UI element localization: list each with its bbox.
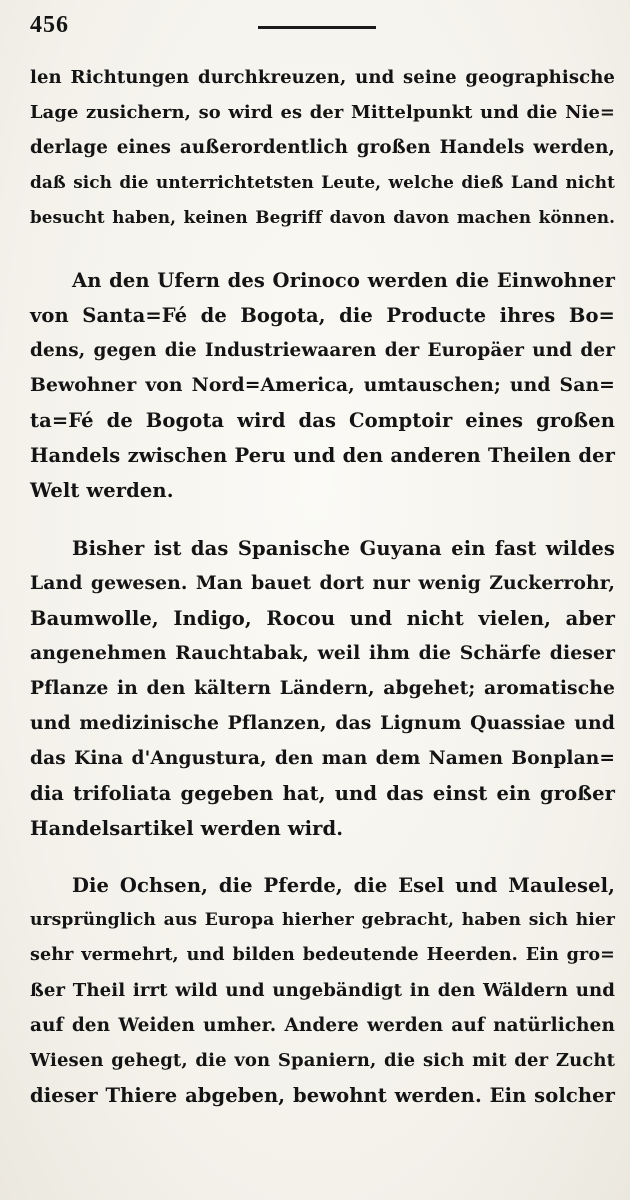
text-line: Baumwolle, Indigo, Rocou und nicht vielen, aber bbox=[30, 607, 615, 630]
text-line: Lage zusichern, so wird es der Mittelpunkt und die Nie= bbox=[30, 102, 615, 123]
text-line: Bisher ist das Spanische Guyana ein fast wildes bbox=[72, 537, 615, 560]
text-line: dens, gegen die Industriewaaren der Europäer und der bbox=[30, 340, 615, 361]
text-line: dieser Thiere abgeben, bewohnt werden. Ein solcher bbox=[30, 1084, 615, 1107]
page-number: 456 bbox=[30, 12, 69, 38]
text-line: Pflanze in den kältern Ländern, abgehet; aromatische bbox=[30, 677, 615, 699]
text-line: von Santa=Fé de Bogota, die Producte ihres Bo= bbox=[30, 304, 615, 327]
text-line: derlage eines außerordentlich großen Handels werden, bbox=[30, 137, 615, 158]
text-line: ursprünglich aus Europa hierher gebracht, haben sich hier bbox=[30, 910, 615, 930]
text-line: und medizinische Pflanzen, das Lignum Quassiae und bbox=[30, 712, 615, 734]
text-line: sehr vermehrt, und bilden bedeutende Heerden. Ein gro= bbox=[30, 945, 615, 965]
paragraph-2 bbox=[30, 263, 615, 508]
text-line: angenehmen Rauchtabak, weil ihm die Schärfe dieser bbox=[30, 642, 615, 664]
paragraph-1 bbox=[30, 60, 615, 235]
text-line: das Kina d'Angustura, den man dem Namen Bonplan= bbox=[30, 748, 615, 769]
text-line: daß sich die unterrichtetsten Leute, welche dieß Land nicht bbox=[30, 172, 615, 192]
text-line: besucht haben, keinen Begriff davon davon machen können. bbox=[30, 207, 615, 227]
paragraph-3 bbox=[30, 531, 615, 846]
text-line: Handels zwischen Peru und den anderen Theilen der bbox=[30, 444, 615, 467]
text-line: dia trifoliata gegeben hat, und das einst ein großer bbox=[30, 782, 615, 805]
text-line: Wiesen gehegt, die von Spaniern, die sich mit der Zucht bbox=[30, 1050, 615, 1071]
text-line: auf den Weiden umher. Andere werden auf natürlichen bbox=[30, 1015, 615, 1036]
text-line: Handelsartikel werden wird. bbox=[30, 817, 344, 840]
text-line: len Richtungen durchkreuzen, und seine geographische bbox=[30, 67, 615, 88]
text-line: An den Ufern des Orinoco werden die Einwohner bbox=[72, 269, 615, 292]
text-line: Die Ochsen, die Pferde, die Esel und Maulesel, bbox=[72, 874, 615, 897]
text-line: Land gewesen. Man bauet dort nur wenig Zuckerrohr, bbox=[30, 572, 615, 594]
text-line: Welt werden. bbox=[30, 479, 174, 502]
text-line: Bewohner von Nord=America, umtauschen; und San= bbox=[30, 374, 615, 396]
paragraph-4 bbox=[30, 868, 615, 1113]
text-line: ta=Fé de Bogota wird das Comptoir eines großen bbox=[30, 409, 615, 432]
text-line: ßer Theil irrt wild und ungebändigt in den Wäldern und bbox=[30, 980, 615, 1001]
header-rule bbox=[258, 26, 376, 29]
